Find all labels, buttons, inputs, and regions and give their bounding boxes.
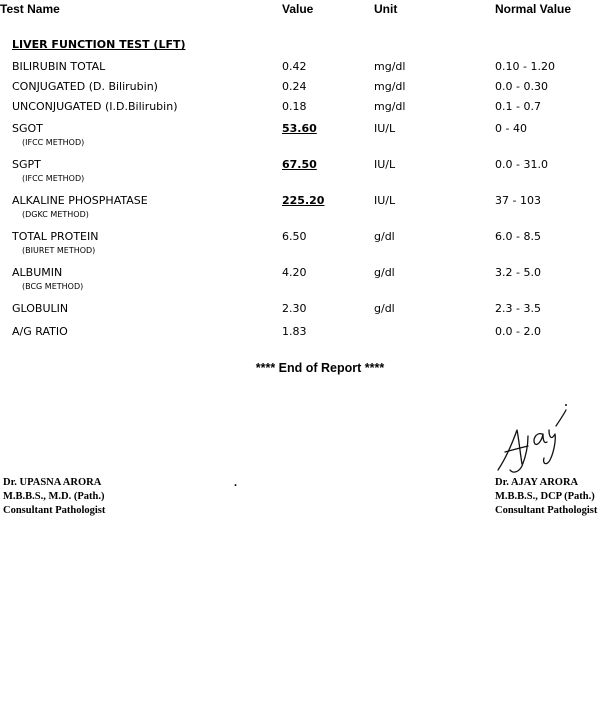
row-2-normal-range: 0.0 - 0.30 [495, 80, 548, 93]
row-5-test-name: SGPT [12, 158, 41, 171]
signatory-left-degree: M.B.B.S., M.D. (Path.) [3, 491, 105, 502]
row-7-value: 6.50 [282, 230, 307, 243]
signature-separator: . [234, 475, 237, 489]
signatory-right [495, 476, 597, 518]
row-6-value: 225.20 [282, 194, 325, 207]
row-5-value: 67.50 [282, 158, 317, 171]
row-1-normal-range: 0.10 - 1.20 [495, 60, 555, 73]
end-of-report: **** End of Report **** [255, 361, 385, 375]
row-2-test-name: CONJUGATED (D. Bilirubin) [12, 80, 158, 93]
row-5-normal-range: 0.0 - 31.0 [495, 158, 548, 171]
row-8-unit: g/dl [374, 266, 395, 279]
row-2-unit: mg/dl [374, 80, 406, 93]
row-10-value: 1.83 [282, 325, 307, 338]
header-test-name: Test Name [0, 2, 60, 16]
row-4-normal-range: 0 - 40 [495, 122, 527, 135]
header-unit: Unit [374, 2, 398, 16]
row-7-test-name: TOTAL PROTEIN [12, 230, 99, 243]
signatory-left-name: Dr. UPASNA ARORA [3, 477, 102, 488]
row-7-unit: g/dl [374, 230, 395, 243]
row-6-method: (DGKC METHOD) [22, 210, 89, 219]
signatory-right-name: Dr. AJAY ARORA [495, 477, 579, 488]
row-9-test-name: GLOBULIN [12, 302, 69, 315]
row-3-unit: mg/dl [374, 100, 406, 113]
row-8-method: (BCG METHOD) [22, 282, 84, 291]
row-6-unit: IU/L [374, 194, 396, 207]
row-9-unit: g/dl [374, 302, 395, 315]
signatory-left-title: Consultant Pathologist [3, 505, 106, 516]
header-value: Value [282, 2, 314, 16]
row-4-method: (IFCC METHOD) [22, 138, 85, 147]
row-10-normal-range: 0.0 - 2.0 [495, 325, 541, 338]
signatory-right-title: Consultant Pathologist [495, 505, 598, 516]
signature-image [492, 400, 572, 476]
row-1-value: 0.42 [282, 60, 307, 73]
row-4-value: 53.60 [282, 122, 317, 135]
row-7-normal-range: 6.0 - 8.5 [495, 230, 541, 243]
row-4-test-name: SGOT [12, 122, 43, 135]
row-8-test-name: ALBUMIN [12, 266, 63, 279]
row-6-test-name: ALKALINE PHOSPHATASE [12, 194, 148, 207]
row-3-value: 0.18 [282, 100, 307, 113]
row-10-test-name: A/G RATIO [12, 325, 68, 338]
row-1-test-name: BILIRUBIN TOTAL [12, 60, 106, 73]
row-9-value: 2.30 [282, 302, 307, 315]
row-3-test-name: UNCONJUGATED (I.D.Bilirubin) [12, 100, 178, 113]
section-title: LIVER FUNCTION TEST (LFT) [12, 38, 186, 51]
row-8-normal-range: 3.2 - 5.0 [495, 266, 541, 279]
row-9-normal-range: 2.3 - 3.5 [495, 302, 541, 315]
row-3-normal-range: 0.1 - 0.7 [495, 100, 541, 113]
row-2-value: 0.24 [282, 80, 307, 93]
row-5-method: (IFCC METHOD) [22, 174, 85, 183]
row-6-normal-range: 37 - 103 [495, 194, 541, 207]
row-8-value: 4.20 [282, 266, 307, 279]
row-4-unit: IU/L [374, 122, 396, 135]
row-1-unit: mg/dl [374, 60, 406, 73]
signatory-left [3, 476, 105, 518]
row-5-unit: IU/L [374, 158, 396, 171]
row-7-method: (BIURET METHOD) [22, 246, 96, 255]
signatory-right-degree: M.B.B.S., DCP (Path.) [495, 491, 595, 502]
header-normal-value: Normal Value [495, 2, 572, 16]
